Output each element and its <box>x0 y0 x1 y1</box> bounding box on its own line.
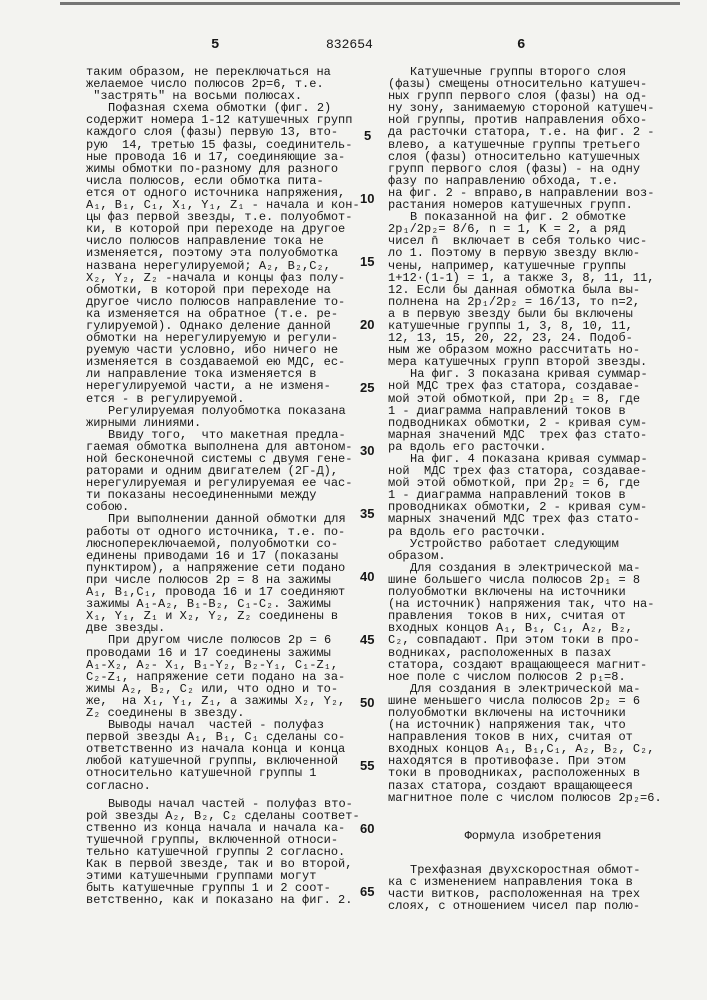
text-line: 2p₁/2p₂= 8/6, n = 1, K = 2, а ряд <box>388 223 678 235</box>
text-line: При другом числе полюсов 2р = 6 <box>86 634 376 646</box>
text-line: проводниках обмотки, 2 - кривая сум- <box>388 501 678 513</box>
text-line: чисел n̄ включает в себя только чис- <box>388 235 678 247</box>
text-line: Пофазная схема обмотки (фиг. 2) <box>86 102 376 114</box>
text-line: нерегулируемой части, а не изменя- <box>86 380 376 392</box>
text-line: мой этой обмоткой, при 2p₂ = 6, где <box>388 477 678 489</box>
paragraph <box>86 66 376 102</box>
text-line: другое число полюсов направление то- <box>86 296 376 308</box>
text-line: (на источник) напряжения так, что на- <box>388 598 678 610</box>
top-rule <box>60 2 680 5</box>
patent-number: 832654 <box>326 37 373 52</box>
text-line: ра вдоль его расточки. <box>388 526 678 538</box>
text-line: шине большего числа полюсов 2p₁ = 8 <box>388 574 678 586</box>
margin-line-number: 65 <box>360 884 374 899</box>
text-line: водниках, расположенных в пазах <box>388 647 678 659</box>
text-line: ло 1. Поэтому в первую звезду вклю- <box>388 247 678 259</box>
text-line: жирными линиями. <box>86 417 376 429</box>
text-line: единены приводами 16 и 17 (показаны <box>86 550 376 562</box>
text-line: влево, а катушечные группы третьего <box>388 139 678 151</box>
text-line: мой этой обмоткой, при 2p₁ = 8, где <box>388 393 678 405</box>
text-line: ной бесконечной системы с двумя гене- <box>86 453 376 465</box>
page-number-left: 5 <box>211 37 219 53</box>
text-line: же, на X₁, Y₁, Z₁, а зажимы X₂, Y₂, <box>86 695 376 707</box>
paragraph <box>388 562 678 683</box>
text-line: C₂-Z₁, напряжение сети подано на за- <box>86 671 376 683</box>
text-line: ра вдоль его расточки. <box>388 441 678 453</box>
text-line: ной МДС трех фаз статора, создавае- <box>388 465 678 477</box>
text-line: работы от одного источника, т.е. по- <box>86 526 376 538</box>
text-line: Выводы начал частей - полуфаз <box>86 719 376 731</box>
paragraph <box>86 634 376 719</box>
text-line: числа полюсов, если обмотка пита- <box>86 175 376 187</box>
text-line: A₁, B₁, C₁, X₁, Y₁, Z₁ - начала и кон- <box>86 199 376 211</box>
paragraph <box>388 538 678 562</box>
text-line: рой звезды A₂, B₂, C₂ сделаны соответ- <box>86 810 376 822</box>
section-heading: Формула изобретения <box>388 830 678 842</box>
paragraph <box>388 66 678 211</box>
text-line: ну зону, занимаемую стороной катушеч- <box>388 102 678 114</box>
text-line: ка с изменением направления тока в <box>388 876 678 888</box>
left-text-column <box>86 66 376 906</box>
text-line: согласно. <box>86 780 376 792</box>
text-line: X₁, Y₁, Z₁ и X₂, Y₂, Z₂ соединены в <box>86 610 376 622</box>
margin-line-number: 50 <box>360 695 374 710</box>
text-line: "застрять" на восьми полюсах. <box>86 90 376 102</box>
text-line: любой катушечной группы, включенной <box>86 755 376 767</box>
margin-line-number: 10 <box>360 191 374 206</box>
text-line: гулируемой). Однако деление данной <box>86 320 376 332</box>
text-line: первой звезды A₁, B₁, C₁ сделаны со- <box>86 731 376 743</box>
text-line: марная значений МДС трех фаз стато- <box>388 429 678 441</box>
text-line: ется - в регулируемой. <box>86 393 376 405</box>
text-line: A₁, B₁,C₁, провода 16 и 17 соединяют <box>86 586 376 598</box>
text-line: Как в первой звезде, так и во второй, <box>86 858 376 870</box>
text-line: люснопереключаемой, полуобмотки со- <box>86 538 376 550</box>
margin-line-number: 40 <box>360 569 374 584</box>
text-line: Катушечные группы второго слоя <box>388 66 678 78</box>
text-line: Для создания в электрической ма- <box>388 562 678 574</box>
text-line: статора, создают вращающееся магнит- <box>388 659 678 671</box>
text-line: ка изменяется на обратное (т.е. ре- <box>86 308 376 320</box>
margin-line-number: 15 <box>360 254 374 269</box>
text-line: таким образом, не переключаться на <box>86 66 376 78</box>
text-line: групп первого слоя (фазы) - на одну <box>388 163 678 175</box>
text-line: этими катушечными группами могут <box>86 870 376 882</box>
paragraph <box>86 102 376 404</box>
text-line: жимы обмотки по-разному для разного <box>86 163 376 175</box>
text-line: каждого слоя (фазы) первую 13, вто- <box>86 126 376 138</box>
text-line: число полюсов направление тока не <box>86 235 376 247</box>
text-line: ли направление тока изменяется в <box>86 368 376 380</box>
text-line: Устройство работает следующим <box>388 538 678 550</box>
margin-line-number: 20 <box>360 317 374 332</box>
text-line: На фиг. 4 показана кривая суммар- <box>388 453 678 465</box>
right-text-column <box>388 66 678 912</box>
paragraph <box>86 798 376 907</box>
text-line: При выполнении данной обмотки для <box>86 513 376 525</box>
text-line: шине меньшего числа полюсов 2p₂ = 6 <box>388 695 678 707</box>
text-line: (фазы) смещены относительно катушеч- <box>388 78 678 90</box>
paragraph <box>388 368 678 453</box>
margin-line-number: 30 <box>360 443 374 458</box>
text-line: руемую части условно, ибо ничего не <box>86 344 376 356</box>
text-line: две звезды. <box>86 622 376 634</box>
text-line: C₂, совпадают. При этом токи в про- <box>388 634 678 646</box>
text-line: раторами и одним двигателем (2Г-Д), <box>86 465 376 477</box>
text-line: Для создания в электрической ма- <box>388 683 678 695</box>
margin-line-number: 60 <box>360 821 374 836</box>
margin-line-number: 25 <box>360 380 374 395</box>
text-line: магнитное поле с числом полюсов 2p₂=6. <box>388 792 678 804</box>
paragraph <box>86 405 376 429</box>
text-line: Трехфазная двухскоростная обмот- <box>388 864 678 876</box>
text-line: ных групп первого слоя (фазы) на од- <box>388 90 678 102</box>
text-line: изменяется в создаваемой ею МДС, ес- <box>86 356 376 368</box>
text-line: проводами 16 и 17 соединены зажимы <box>86 647 376 659</box>
text-line: марных значений МДС трех фаз стато- <box>388 513 678 525</box>
paragraph <box>388 864 678 912</box>
text-line: изменяется, поэтому эта полуобмотка <box>86 247 376 259</box>
text-line: обмотки, в которой при переходе на <box>86 284 376 296</box>
text-line: растания номеров катушечных групп. <box>388 199 678 211</box>
text-line: правления токов в них, считая от <box>388 610 678 622</box>
text-line: направления токов в них, считая от <box>388 731 678 743</box>
margin-line-number: 45 <box>360 632 374 647</box>
text-line: 1+12·(1-1) = 1, а также 3, 8, 11, 11, <box>388 272 678 284</box>
text-line: Выводы начал частей - полуфаз вто- <box>86 798 376 810</box>
text-line: ветственно, как и показано на фиг. 2. <box>86 894 376 906</box>
text-line: Z₂ соединены в звезду. <box>86 707 376 719</box>
text-line: ной группы, против направления обхо- <box>388 114 678 126</box>
paragraph <box>388 453 678 538</box>
text-line: цы фаз первой звезды, т.е. полуобмот- <box>86 211 376 223</box>
text-line: желаемое число полюсов 2р=6, т.е. <box>86 78 376 90</box>
text-line: ственно из конца начала и начала ка- <box>86 822 376 834</box>
text-line: Регулируемая полуобмотка показана <box>86 405 376 417</box>
text-line: а в первую звезду были бы включены <box>388 308 678 320</box>
text-line: да расточки статора, т.е. на фиг. 2 - <box>388 126 678 138</box>
text-line: 12. Если бы данная обмотка была вы- <box>388 284 678 296</box>
text-line: ки, в которой при переходе на другое <box>86 223 376 235</box>
text-line: В показанной на фиг. 2 обмотке <box>388 211 678 223</box>
margin-line-number: 55 <box>360 758 374 773</box>
text-line: обмотки на нерегулируемую и регули- <box>86 332 376 344</box>
text-line: собою. <box>86 501 376 513</box>
text-line: содержит номера 1-12 катушечных групп <box>86 114 376 126</box>
text-line: Ввиду того, что макетная предла- <box>86 429 376 441</box>
text-line: мера катушечных групп второй звезды. <box>388 356 678 368</box>
text-line: образом. <box>388 550 678 562</box>
text-line: чены, например, катушечные группы <box>388 260 678 272</box>
text-line: гаемая обмотка выполнена для автоном- <box>86 441 376 453</box>
text-line: На фиг. 3 показана кривая суммар- <box>388 368 678 380</box>
text-line: на фиг. 2 - вправо,в направлении воз- <box>388 187 678 199</box>
text-line: быть катушечные группы 1 и 2 соот- <box>86 882 376 894</box>
text-line: (на источник) напряжения так, что <box>388 719 678 731</box>
text-line: входных концов A₁, B₁, C₁, A₂, B₂, <box>388 622 678 634</box>
paragraph <box>388 683 678 804</box>
text-line: ным же образом можно рассчитать но- <box>388 344 678 356</box>
text-line: зажимы A₁-A₂, B₁-B₂, C₁-C₂. Зажимы <box>86 598 376 610</box>
text-line: нерегулируемая и регулируемая ее час- <box>86 477 376 489</box>
text-line: жимы A₂, B₂, C₂ или, что одно и то- <box>86 683 376 695</box>
text-line: катушечные группы 1, 3, 8, 10, 11, <box>388 320 678 332</box>
paragraph <box>86 513 376 634</box>
text-line: подводниках обмотки, 2 - кривая сум- <box>388 417 678 429</box>
margin-line-number: 5 <box>364 128 371 143</box>
text-line: 1 - диаграмма направлений токов в <box>388 489 678 501</box>
text-line: ные провода 16 и 17, соединяющие за- <box>86 151 376 163</box>
text-line: ное поле с числом полюсов 2 p₁=8. <box>388 671 678 683</box>
text-line: части витков, расположенная на трех <box>388 888 678 900</box>
paragraph <box>388 211 678 368</box>
text-line: пазах статора, создают вращающееся <box>388 780 678 792</box>
paragraph <box>86 719 376 792</box>
text-line: полнена на 2p₁/2p₂ = 16/13, то n=2, <box>388 296 678 308</box>
text-line: ти показаны несоединенными между <box>86 489 376 501</box>
text-line: X₂, Y₂, Z₂ -начала и концы фаз полу- <box>86 272 376 284</box>
paragraph <box>86 429 376 514</box>
text-line: тельно катушечной группы 2 согласно. <box>86 846 376 858</box>
text-line: ной МДС трех фаз статора, создавае- <box>388 380 678 392</box>
text-line: тушечной группы, включенной относи- <box>86 834 376 846</box>
text-line: A₁-X₂, A₂- X₁, B₁-Y₂, B₂-Y₁, C₁-Z₁, <box>86 659 376 671</box>
margin-line-number: 35 <box>360 506 374 521</box>
text-line: фазу по направлению обхода, т.е. <box>388 175 678 187</box>
text-line: при числе полюсов 2р = 8 на зажимы <box>86 574 376 586</box>
text-line: ется от одного источника напряжения, <box>86 187 376 199</box>
text-line: относительно катушечной группы 1 <box>86 767 376 779</box>
text-line: рую 14, третью 15 фазы, соединитель- <box>86 139 376 151</box>
text-line: 12, 13, 15, 20, 22, 23, 24. Подоб- <box>388 332 678 344</box>
page-number-right: 6 <box>517 37 525 53</box>
text-line: полуобмотки включены на источники <box>388 586 678 598</box>
text-line: 1 - диаграмма направлений токов в <box>388 405 678 417</box>
text-line: находятся в противофазе. При этом <box>388 755 678 767</box>
text-line: пунктиром), а напряжение сети подано <box>86 562 376 574</box>
text-line: слоях, с отношением чисел пар полю- <box>388 900 678 912</box>
text-line: названа нерегулируемой; A₂, B₂,C₂, <box>86 260 376 272</box>
text-line: ответственно из начала конца и конца <box>86 743 376 755</box>
text-line: слоя (фазы) относительно катушечных <box>388 151 678 163</box>
text-line: токи в проводниках, расположенных в <box>388 767 678 779</box>
text-line: полуобмотки включены на источники <box>388 707 678 719</box>
text-line: входных концов A₁, B₁,C₁, A₂, B₂, C₂, <box>388 743 678 755</box>
